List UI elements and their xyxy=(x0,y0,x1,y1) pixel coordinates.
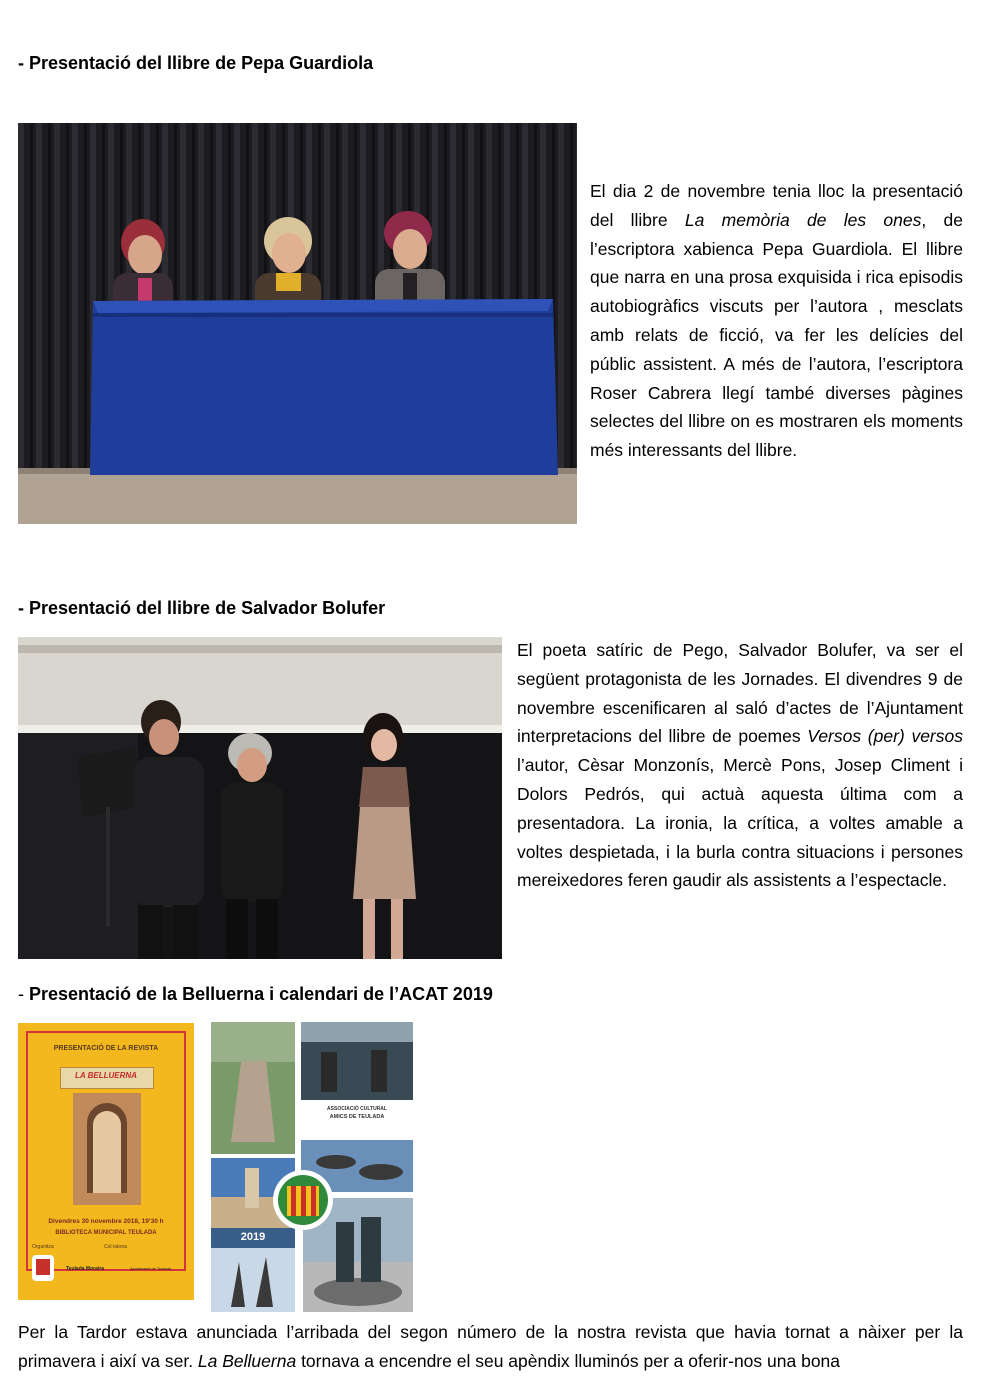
section-heading-pepa-guardiola: - Presentació del llibre de Pepa Guardiola xyxy=(18,53,374,73)
calendar-year: 2019 xyxy=(240,1231,266,1243)
poster-title: PRESENTACIÓ DE LA REVISTA xyxy=(53,1045,159,1052)
poster-magazine-name: LA BELLUERNA xyxy=(75,1071,137,1080)
poster-archway-image xyxy=(73,1093,141,1205)
poster-collabora-label: Col·labora xyxy=(104,1244,128,1250)
section-heading-belluerna: - Presentació de la Belluerna i calendari de l’ACAT 2019 xyxy=(18,984,493,1004)
poster-sponsor-1: Teulada Moraira xyxy=(66,1266,104,1272)
poster-date: Divendres 30 novembre 2018, 19’30 h xyxy=(48,1218,164,1225)
photo-performance-readers xyxy=(18,637,502,959)
poster-organitza-label: Organitza xyxy=(32,1244,54,1250)
photo-book-presentation-panel xyxy=(18,123,577,524)
paragraph-belluerna: Per la Tardor estava anunciada l’arribada del segon número de la nostra revista que havia tornat a nàixer per la primavera i així va ser. La Belluerna tornava a encendre el seu apèndix lluminós per a oferir-nos una bona xyxy=(18,1322,963,1371)
paragraph-salvador-bolufer: El poeta satíric de Pego, Salvador Bolufer, va ser el següent protagonista de les Jornades. El divendres 9 de novembre escenificaren al saló d’actes de l’Ajuntament interpretacions del llibre de poemes Versos (per) versos l’autor, Cèsar Monzonís, Mercè Pons, Josep Climent i Dolors Pedrós, qui actuà aquesta última com a presentadora. La ironia, la crítica, a voltes amable a voltes despietada, i la burla contra situacions i persones mereixedores feren gaudir als assistents a l’espectacle. xyxy=(517,640,963,891)
poster-seal-logo xyxy=(32,1255,54,1281)
calendar-collage-2019 xyxy=(211,1022,413,1312)
poster-sponsor-2: Ajuntament de Teulada xyxy=(130,1266,171,1271)
section-heading-salvador-bolufer: - Presentació del llibre de Salvador Bolufer xyxy=(18,598,386,618)
calendar-banner-line-1: ASSOCIACIÓ CULTURAL xyxy=(327,1106,387,1112)
poster-belluerna-presentation xyxy=(18,1023,194,1300)
poster-venue: BIBLIOTECA MUNICIPAL TEULADA xyxy=(55,1230,157,1236)
calendar-banner-line-2: AMICS DE TEULADA xyxy=(329,1114,385,1120)
paragraph-pepa-guardiola: El dia 2 de novembre tenia lloc la presentació del llibre La memòria de les ones, de l’escriptora xabienca Pepa Guardiola. El llibre que narra en una prosa exquisida i rica episodis autobiogràfics viscuts per l’autora , mesclats amb relats de ficció, va fer les delícies del públic assistent. A més de l’autora, l’escriptora Roser Cabrera llegí també diverses pàgines selectes del llibre on es mostraren els moments més interessants del llibre. xyxy=(590,181,963,461)
